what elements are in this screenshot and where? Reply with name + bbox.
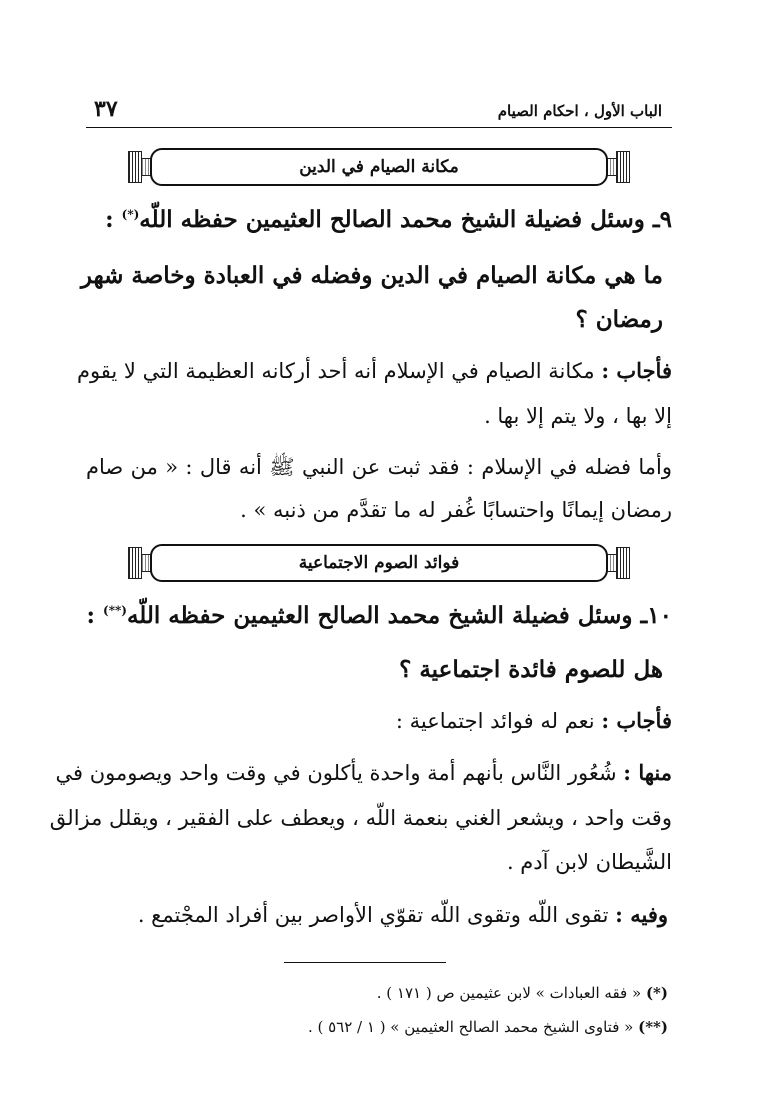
answer-line: إلا بها ، ولا يتم إلا بها . [484, 404, 672, 428]
question-text-line: ما هي مكانة الصيام في الدين وفضله في العبادة وخاصة شهر [80, 262, 663, 289]
footnote-marker: (**) [638, 1018, 668, 1036]
page-header [86, 96, 672, 126]
question-text-line: رمضان ؟ [575, 306, 663, 333]
question-intro: وسئل فضيلة الشيخ محمد الصالح العثيمين حفظه اللّه [126, 602, 633, 629]
question-number: ١٠ـ [640, 602, 672, 629]
banner-ornament-right [616, 151, 630, 183]
footnote-marker: (**) [103, 603, 127, 618]
section-banner-2 [128, 544, 630, 580]
question-heading-9: ٩ـ وسئل فضيلة الشيخ محمد الصالح العثيمين حفظه اللّه(*) : [105, 206, 672, 233]
banner-ornament-right [616, 547, 630, 579]
benefits-label: منها : [623, 760, 672, 785]
page-number: ٣٧ [94, 96, 118, 122]
paragraph-line: الشَّيطان لابن آدم . [506, 850, 672, 874]
footnote-rule [284, 962, 446, 963]
footnote-marker: (*) [645, 984, 668, 1002]
question-intro: وسئل فضيلة الشيخ محمد الصالح العثيمين حفظه اللّه [139, 206, 645, 233]
answer-line: فأجاب : نعم له فوائد اجتماعية : [395, 708, 672, 733]
answer-label: فأجاب : [601, 358, 672, 383]
question-text-line: هل للصوم فائدة اجتماعية ؟ [399, 656, 663, 683]
paragraph-line: وفيه : تقوى اللّه وتقوى اللّه تقوّي الأواصر بين أفراد المجْتمع . [137, 902, 668, 927]
header-rule [86, 127, 672, 128]
answer-line: فأجاب : مكانة الصيام في الإسلام أنه أحد أركانه العظيمة التي لا يقوم [76, 358, 672, 383]
paragraph-line: وقت واحد ، ويشعر الغني بنعمة اللّه ، ويعطف على الفقير ، ويقلل مزالق [49, 806, 672, 830]
paragraph-line: منها : شُعُور النَّاس بأنهم أمة واحدة يأكلون في وقت واحد ويصومون في [55, 760, 672, 785]
footnote [308, 1018, 668, 1036]
paragraph-line: وأما فضله في الإسلام : فقد ثبت عن النبي ﷺ أنه قال : « من صام [86, 455, 672, 479]
answer-label: فأجاب : [601, 708, 672, 733]
paragraph-line: رمضان إيمانًا واحتسابًا غُفر له ما تقدَّم من ذنبه » . [240, 498, 672, 522]
section-title: مكانة الصيام في الدين [150, 148, 608, 186]
section-banner-1 [128, 148, 630, 184]
footnote-text: « فتاوى الشيخ محمد الصالح العثيمين » ( ١ / ٥٦٢ ) . [307, 1018, 634, 1036]
footnote-marker: (*) [121, 207, 140, 222]
running-title: الباب الأول ، احكام الصيام [497, 102, 662, 120]
question-heading-10: ١٠ـ وسئل فضيلة الشيخ محمد الصالح العثيمين حفظه اللّه(**) : [86, 602, 672, 629]
banner-ornament-left [128, 547, 142, 579]
banner-ornament-left [128, 151, 142, 183]
footnote-text: « فقه العبادات » لابن عثيمين ص ( ١٧١ ) . [376, 984, 642, 1002]
taqwa-label: وفيه : [615, 902, 668, 927]
question-number: ٩ـ [652, 206, 672, 233]
section-title: فوائد الصوم الاجتماعية [150, 544, 608, 582]
footnote [377, 984, 668, 1002]
